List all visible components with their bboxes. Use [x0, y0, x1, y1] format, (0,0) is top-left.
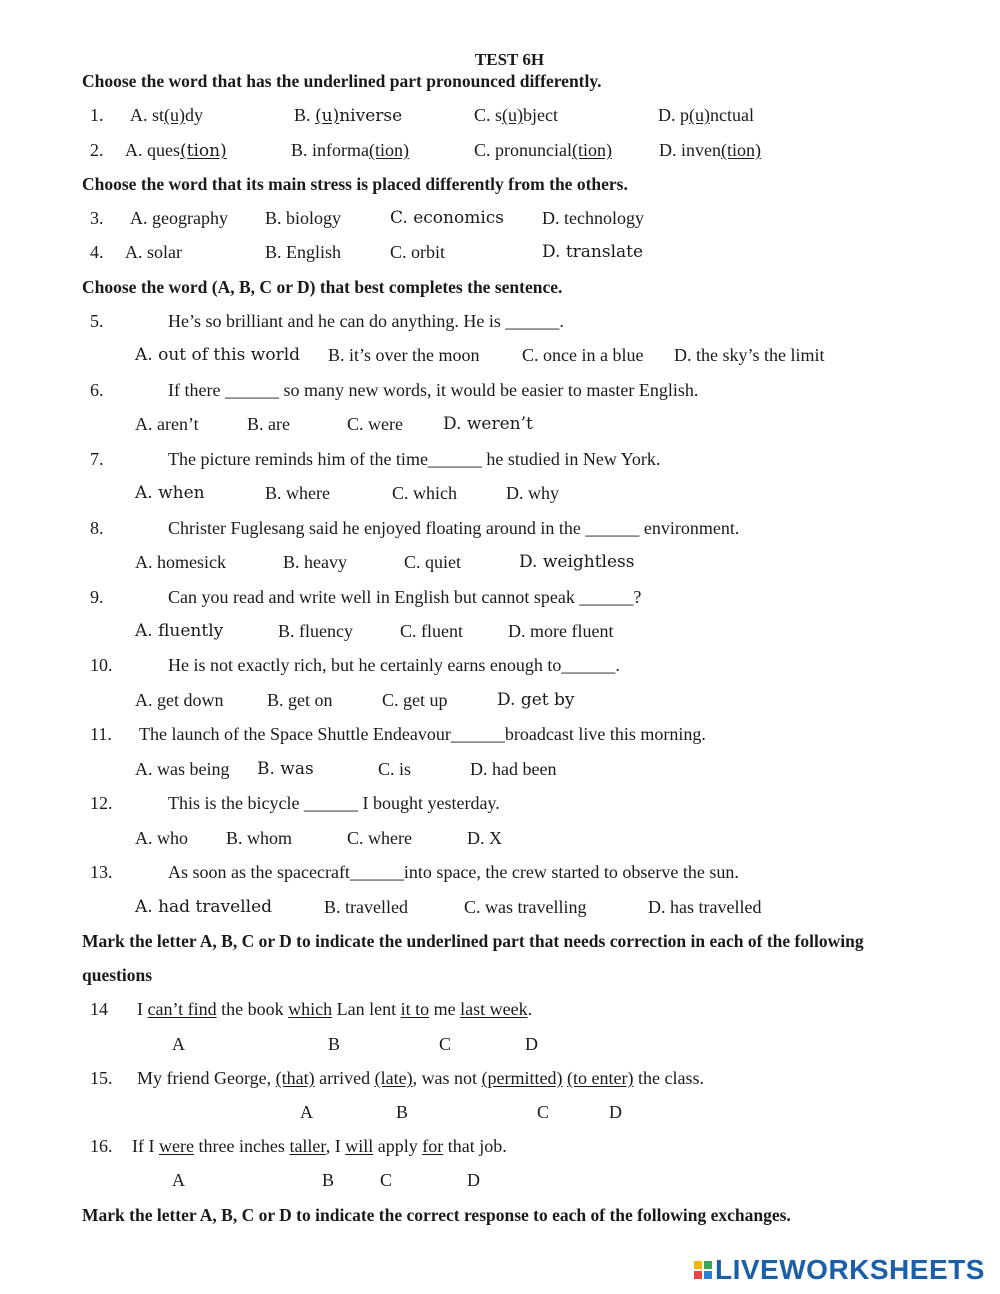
section-heading-pronunciation: Choose the word that has the underlined part pronounced differently. [82, 71, 602, 91]
q7-option-d: D. why [506, 483, 559, 503]
q3-number: 3. [90, 208, 104, 228]
q5-text: He’s so brilliant and he can do anything. He is ______. [168, 311, 564, 331]
q13-number: 13. [90, 862, 113, 882]
q14-sentence: I can’t find the book which Lan lent it to me last week. [137, 999, 533, 1019]
q14-number: 14 [90, 999, 108, 1019]
q5-option-a: A. out of this world [135, 345, 301, 365]
logo-mark-icon [694, 1261, 712, 1279]
q2-option-d: D. inven(tion) [659, 140, 761, 160]
q8-option-c: C. quiet [404, 552, 461, 572]
q15-underline-c: (permitted) [481, 1068, 563, 1088]
logo-text: LIVEWORKSHEETS [715, 1254, 985, 1285]
q12-option-d: D. X [467, 828, 502, 848]
q12-option-a: A. who [135, 828, 188, 848]
q12-text: This is the bicycle ______ I bought yesterday. [168, 793, 500, 813]
q9-option-a: A. fluently [135, 621, 224, 641]
q14-underline-c: it to [400, 999, 430, 1019]
q1-option-d: D. p(u)nctual [658, 105, 754, 125]
logo-mark-square-3 [694, 1271, 702, 1279]
q11-number: 11. [90, 724, 112, 744]
q1-option-c: C. s(u)bject [474, 105, 558, 125]
q16-underline-c: will [345, 1136, 374, 1156]
q5-option-d: D. the sky’s the limit [674, 345, 825, 365]
q8-option-a: A. homesick [135, 552, 226, 572]
q15-label-a: A [300, 1102, 313, 1122]
logo-mark-square-1 [694, 1261, 702, 1269]
q1-option-b: B. (u)niverse [294, 105, 403, 126]
q12-number: 12. [90, 793, 113, 813]
q16-label-b: B [322, 1170, 335, 1190]
q10-option-a: A. get down [135, 690, 224, 710]
q1-option-a: A. st(u)dy [130, 105, 204, 125]
q15-label-d: D [609, 1102, 622, 1122]
q10-option-b: B. get on [267, 690, 333, 710]
q7-text: The picture reminds him of the time______ he studied in New York. [168, 449, 661, 469]
q16-underline-b: taller [289, 1136, 326, 1156]
q13-option-d: D. has travelled [648, 897, 762, 917]
q13-text: As soon as the spacecraft______into space, the crew started to observe the sun. [168, 862, 739, 882]
page-title: TEST 6H [474, 50, 545, 69]
q4-option-d: D. translate [542, 242, 644, 262]
liveworksheets-logo[interactable] [694, 1254, 985, 1286]
q6-option-a: A. aren’t [135, 414, 199, 434]
q15-number: 15. [90, 1068, 113, 1088]
q9-option-b: B. fluency [278, 621, 353, 641]
q11-option-a: A. was being [135, 759, 230, 779]
q10-number: 10. [90, 655, 113, 675]
q15-label-b: B [396, 1102, 409, 1122]
q4-option-a: A. solar [125, 242, 182, 262]
q13-option-b: B. travelled [324, 897, 408, 917]
q6-number: 6. [90, 380, 104, 400]
q14-label-a: A [172, 1034, 185, 1054]
q16-sentence: If I were three inches taller, I will apply for that job. [132, 1136, 507, 1156]
q9-number: 9. [90, 587, 104, 607]
q4-option-c: C. orbit [390, 242, 446, 262]
q15-label-c: C [537, 1102, 550, 1122]
q14-underline-b: which [288, 999, 333, 1019]
q14-label-c: C [439, 1034, 452, 1054]
q5-number: 5. [90, 311, 104, 331]
q2-option-c: C. pronuncial(tion) [474, 140, 612, 160]
q16-underline-a: were [158, 1136, 194, 1156]
q10-option-c: C. get up [382, 690, 448, 710]
q13-option-c: C. was travelling [464, 897, 587, 917]
q5-option-b: B. it’s over the moon [328, 345, 480, 365]
q11-option-c: C. is [378, 759, 412, 779]
q3-option-a: A. geography [130, 208, 228, 228]
section-heading-completion: Choose the word (A, B, C or D) that best completes the sentence. [82, 277, 563, 297]
q4-option-b: B. English [265, 242, 342, 262]
q6-option-b: B. are [247, 414, 290, 434]
q14-label-b: B [328, 1034, 341, 1054]
q15-sentence: My friend George, (that) arrived (late), was not (permitted) (to enter) the class. [137, 1068, 704, 1088]
q8-option-b: B. heavy [283, 552, 347, 572]
q2-number: 2. [90, 140, 104, 160]
q11-option-b: B. was [257, 759, 314, 779]
q16-label-a: A [172, 1170, 185, 1190]
q12-option-b: B. whom [226, 828, 293, 848]
q16-underline-d: for [422, 1136, 444, 1156]
q14-underline-d: last week [460, 999, 528, 1019]
q15-underline-b: (late) [374, 1068, 413, 1088]
q8-number: 8. [90, 518, 104, 538]
q8-text: Christer Fuglesang said he enjoyed floating around in the ______ environment. [168, 518, 740, 538]
q7-option-a: A. when [135, 483, 205, 503]
q3-option-b: B. biology [265, 208, 342, 228]
q12-option-c: C. where [347, 828, 412, 848]
section-heading-correction: Mark the letter A, B, C or D to indicate the underlined part that needs correction in each of the following [82, 931, 864, 951]
q15-underline-a: (that) [275, 1068, 315, 1088]
q3-option-d: D. technology [542, 208, 644, 228]
q10-text: He is not exactly rich, but he certainly earns enough to______. [168, 655, 620, 675]
q14-underline-a: can’t find [147, 999, 217, 1019]
q6-text: If there ______ so many new words, it would be easier to master English. [168, 380, 699, 400]
q10-option-d: D. get by [497, 690, 575, 710]
q14-label-d: D [525, 1034, 538, 1054]
section-heading-correction-cont: questions [82, 965, 153, 985]
q16-label-c: C [380, 1170, 393, 1190]
q13-option-a: A. had travelled [135, 897, 273, 917]
q16-label-d: D [467, 1170, 480, 1190]
q4-number: 4. [90, 242, 104, 262]
logo-mark-square-4 [704, 1271, 712, 1279]
q15-underline-d: (to enter) [567, 1068, 634, 1088]
q2-option-a: A. ques(tion) [125, 140, 227, 161]
q8-option-d: D. weightless [519, 552, 635, 572]
q9-option-d: D. more fluent [508, 621, 614, 641]
q7-option-c: C. which [392, 483, 457, 503]
q2-option-b: B. informa(tion) [291, 140, 409, 160]
section-heading-stress: Choose the word that its main stress is placed differently from the others. [82, 174, 628, 194]
q11-option-d: D. had been [470, 759, 557, 779]
q9-text: Can you read and write well in English but cannot speak ______? [168, 587, 642, 607]
section-heading-response: Mark the letter A, B, C or D to indicate the correct response to each of the following exchanges. [82, 1205, 791, 1225]
q9-option-c: C. fluent [400, 621, 463, 641]
q3-option-c: C. economics [390, 208, 505, 228]
q7-number: 7. [90, 449, 104, 469]
q1-number: 1. [90, 105, 104, 125]
logo-mark-square-2 [704, 1261, 712, 1269]
q6-option-c: C. were [347, 414, 403, 434]
q6-option-d: D. weren’t [443, 414, 533, 434]
q16-number: 16. [90, 1136, 113, 1156]
q7-option-b: B. where [265, 483, 330, 503]
q11-text: The launch of the Space Shuttle Endeavour______broadcast live this morning. [139, 724, 706, 744]
q5-option-c: C. once in a blue [522, 345, 644, 365]
